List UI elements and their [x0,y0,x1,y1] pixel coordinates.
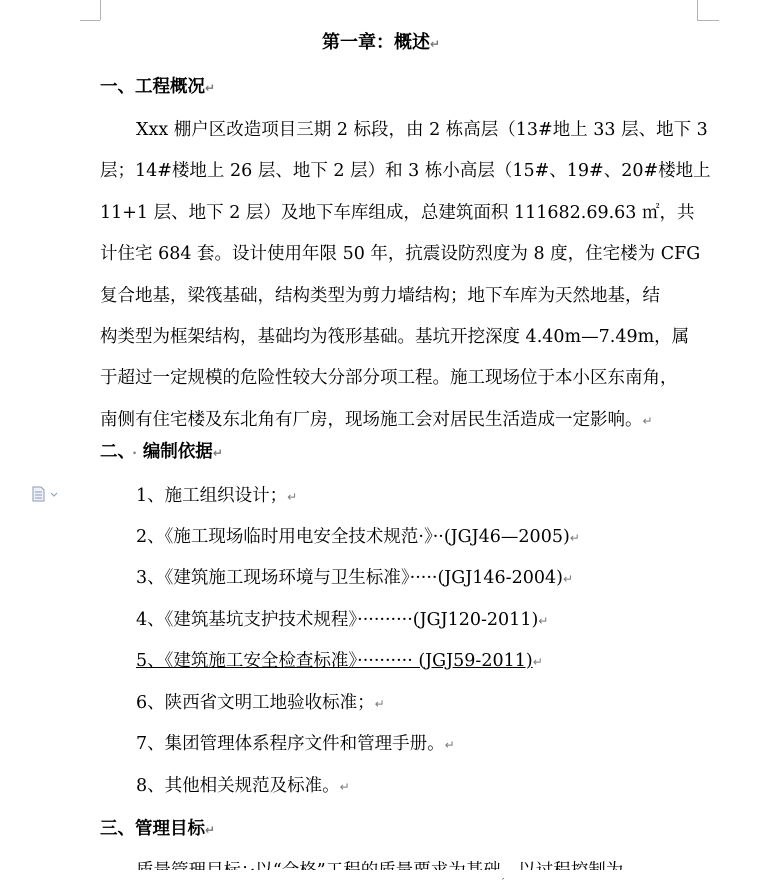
chapter-title: 第一章：概述↵ [322,32,441,53]
basis-item-6: 6、陕西省文明工地验收标准；↵ [136,693,385,713]
page-bottom-mask [0,870,781,878]
margin-corner-top-left-h [80,20,100,21]
basis-item-5: 5、《建筑施工安全检查标准》·········· (JGJ59-2011)↵ [136,651,543,671]
overview-line-4: 计住宅 684 套。设计使用年限 50 年，抗震设防烈度为 8 度，住宅楼为 CFG [100,244,701,264]
overview-line-7: 于超过一定规模的危险性较大分部分项工程。施工现场位于本小区东南角， [100,368,678,388]
margin-corner-top-left [100,0,101,20]
basis-item-3: 3、《建筑施工现场环境与卫生标准》·····(JGJ146-2004)↵ [136,568,574,588]
document-icon[interactable] [31,486,61,502]
overview-line-2: 层；14#楼地上 26 层、地下 2 层）和 3 栋小高层（15#、19#、20#楼地上 [100,161,711,181]
basis-item-2: 2、《施工现场临时用电安全技术规范·》··(JGJ46—2005)↵ [136,527,580,547]
section-heading-1: 一、工程概况↵ [100,77,216,97]
section-heading-2: 二、 · 编制依据↵ [100,442,223,462]
overview-line-1: Xxx 棚户区改造项目三期 2 标段，由 2 栋高层（13#地上 33 层、地下 3 [136,120,708,140]
basis-item-4: 4、《建筑基坑支护技术规程》··········(JGJ120-2011)↵ [136,610,549,630]
overview-line-5: 复合地基，梁筏基础，结构类型为剪力墙结构；地下车库为天然地基，结 [100,286,660,306]
overview-line-3: 11+1 层、地下 2 层）及地下车库组成，总建筑面积 111682.69.63 ㎡，共 [100,203,695,223]
overview-line-8: 南侧有住宅楼及东北角有厂房，现场施工会对居民生活造成一定影响。↵ [100,410,653,430]
margin-corner-top-right-h [697,20,719,21]
overview-line-6: 构类型为框架结构，基础均为筏形基础。基坑开挖深度 4.40m—7.49m，属 [100,327,690,347]
basis-item-8: 8、其他相关规范及标准。↵ [136,776,350,796]
basis-item-7: 7、集团管理体系程序文件和管理手册。↵ [136,734,455,754]
basis-item-1: 1、施工组织设计；↵ [136,486,298,506]
margin-corner-top-right [697,0,698,20]
section-heading-3: 三、管理目标↵ [100,819,216,839]
